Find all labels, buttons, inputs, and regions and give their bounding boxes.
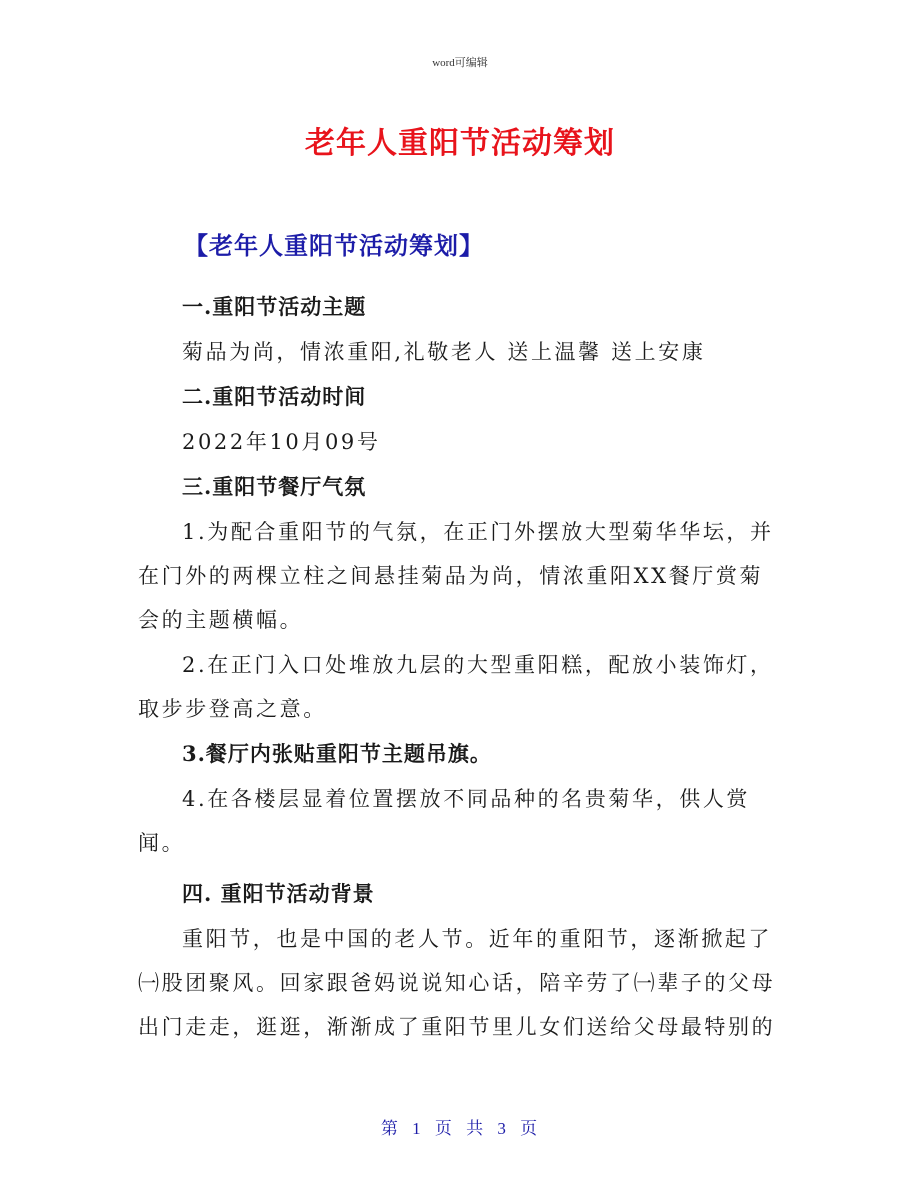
atmosphere-item-1: 1.为配合重阳节的气氛，在正门外摆放大型菊华华坛，并在门外的两棵立柱之间悬挂菊品为尚，情浓重阳XX餐厅赏菊会的主题横幅。 (138, 520, 774, 632)
atmosphere-item-4: 4.在各楼层显着位置摆放不同品种的名贵菊华，供人赏闻。 (138, 787, 751, 855)
document-body (138, 285, 786, 1049)
document-title: 老年人重阳节活动筹划 (305, 126, 615, 161)
page-footer: 第 1 页 共 3 页 (380, 1119, 540, 1138)
time-text: 2022年10月09号 (182, 430, 381, 454)
atmosphere-item-3: 3.餐厅内张贴重阳节主题吊旗。 (182, 741, 492, 766)
atmosphere-heading: 三.重阳节餐厅气氛 (182, 474, 367, 499)
atmosphere-item-2: 2.在正门入口处堆放九层的大型重阳糕，配放小装饰灯，取步步登高之意。 (138, 653, 774, 721)
section-subtitle: 【老年人重阳节活动筹划】 (184, 232, 484, 260)
header-note: word可编辑 (432, 57, 488, 69)
theme-heading: 一.重阳节活动主题 (182, 294, 367, 319)
theme-text: 菊品为尚，情浓重阳,礼敬老人 送上温馨 送上安康 (182, 340, 706, 364)
background-heading: 四. 重阳节活动背景 (182, 881, 375, 906)
time-heading: 二.重阳节活动时间 (182, 384, 367, 409)
background-text: 重阳节，也是中国的老人节。近年的重阳节，逐渐掀起了㈠股团聚风。回家跟爸妈说说知心话，陪辛劳了㈠辈子的父母出门走走，逛逛，渐渐成了重阳节里儿女们送给父母最特别的 (138, 927, 776, 1039)
